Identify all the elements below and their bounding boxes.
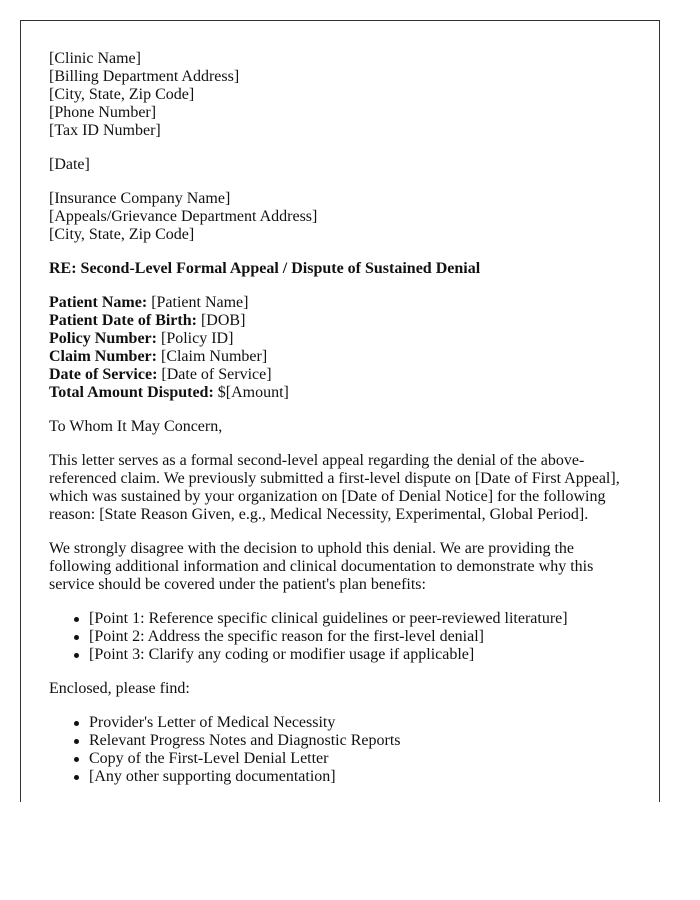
list-item-text: Copy of the First-Level Denial Letter xyxy=(89,750,329,767)
recipient-address xyxy=(49,190,629,244)
patient-info-label: Claim Number: xyxy=(49,348,157,365)
sender-phone: [Phone Number] xyxy=(49,104,157,121)
patient-info-value: $[Amount] xyxy=(213,384,289,401)
list-item-text: Provider's Letter of Medical Necessity xyxy=(89,714,336,731)
patient-info-value: [DOB] xyxy=(196,312,246,329)
patient-info-value: [Claim Number] xyxy=(156,348,268,365)
argument-points-list xyxy=(49,610,629,664)
recipient-department-address: [Appeals/Grievance Department Address] xyxy=(49,208,318,225)
salutation: To Whom It May Concern, xyxy=(49,418,223,435)
sender-tax-id: [Tax ID Number] xyxy=(49,122,161,139)
body-paragraph: We strongly disagree with the decision to uphold this denial. We are providing the following additional information and clinical documentation to demonstrate why this service should be covered under the patient's plan benefits: xyxy=(49,540,594,593)
list-item xyxy=(89,750,629,768)
list-item xyxy=(89,714,629,732)
sender-city-state-zip: [City, State, Zip Code] xyxy=(49,86,195,103)
sender-billing-address: [Billing Department Address] xyxy=(49,68,240,85)
enclosures-list xyxy=(49,714,629,786)
date-text: [Date] xyxy=(49,156,90,173)
list-item xyxy=(89,768,629,786)
bullet-icon xyxy=(74,635,79,640)
patient-info-value: [Patient Name] xyxy=(147,294,249,311)
list-item xyxy=(89,732,629,750)
list-item-text: [Point 1: Reference specific clinical guidelines or peer-reviewed literature] xyxy=(89,610,568,627)
patient-info-row xyxy=(49,366,629,384)
letter-page xyxy=(20,20,660,802)
bullet-icon xyxy=(74,757,79,762)
list-item xyxy=(89,646,629,664)
sender-address xyxy=(49,50,629,140)
patient-info xyxy=(49,294,629,402)
list-item-text: [Any other supporting documentation] xyxy=(89,768,336,785)
patient-info-label: Patient Date of Birth: xyxy=(49,312,197,329)
patient-info-label: Date of Service: xyxy=(49,366,158,383)
list-item-text: [Point 3: Clarify any coding or modifier usage if applicable] xyxy=(89,646,475,663)
bullet-icon xyxy=(74,721,79,726)
patient-info-value: [Policy ID] xyxy=(156,330,234,347)
letter-content xyxy=(49,50,629,802)
recipient-city-state-zip: [City, State, Zip Code] xyxy=(49,226,195,243)
list-item-text: [Point 2: Address the specific reason for the first-level denial] xyxy=(89,628,484,645)
patient-info-label: Policy Number: xyxy=(49,330,157,347)
enclosed-intro: Enclosed, please find: xyxy=(49,680,190,697)
patient-info-value: [Date of Service] xyxy=(157,366,272,383)
letter-date xyxy=(49,156,629,174)
sender-clinic-name: [Clinic Name] xyxy=(49,50,141,67)
list-item xyxy=(89,610,629,628)
bullet-icon xyxy=(74,739,79,744)
list-item-text: Relevant Progress Notes and Diagnostic Reports xyxy=(89,732,401,749)
bullet-icon xyxy=(74,775,79,780)
recipient-company-name: [Insurance Company Name] xyxy=(49,190,231,207)
patient-info-row xyxy=(49,294,629,312)
patient-info-row xyxy=(49,348,629,366)
bullet-icon xyxy=(74,617,79,622)
patient-info-row xyxy=(49,384,629,402)
patient-info-row xyxy=(49,330,629,348)
list-item xyxy=(89,628,629,646)
body-paragraph: This letter serves as a formal second-level appeal regarding the denial of the above-referenced claim. We previously submitted a first-level dispute on [Date of First Appeal], which was sustained by your organization on [Date of Denial Notice] for the following reason: [State Reason Given, e.g., Medical Necessity, Experimental, Global Period]. xyxy=(49,452,620,523)
patient-info-label: Total Amount Disputed: xyxy=(49,384,214,401)
patient-info-row xyxy=(49,312,629,330)
bullet-icon xyxy=(74,653,79,658)
subject-line: RE: Second-Level Formal Appeal / Dispute of Sustained Denial xyxy=(49,260,481,277)
patient-info-label: Patient Name: xyxy=(49,294,148,311)
